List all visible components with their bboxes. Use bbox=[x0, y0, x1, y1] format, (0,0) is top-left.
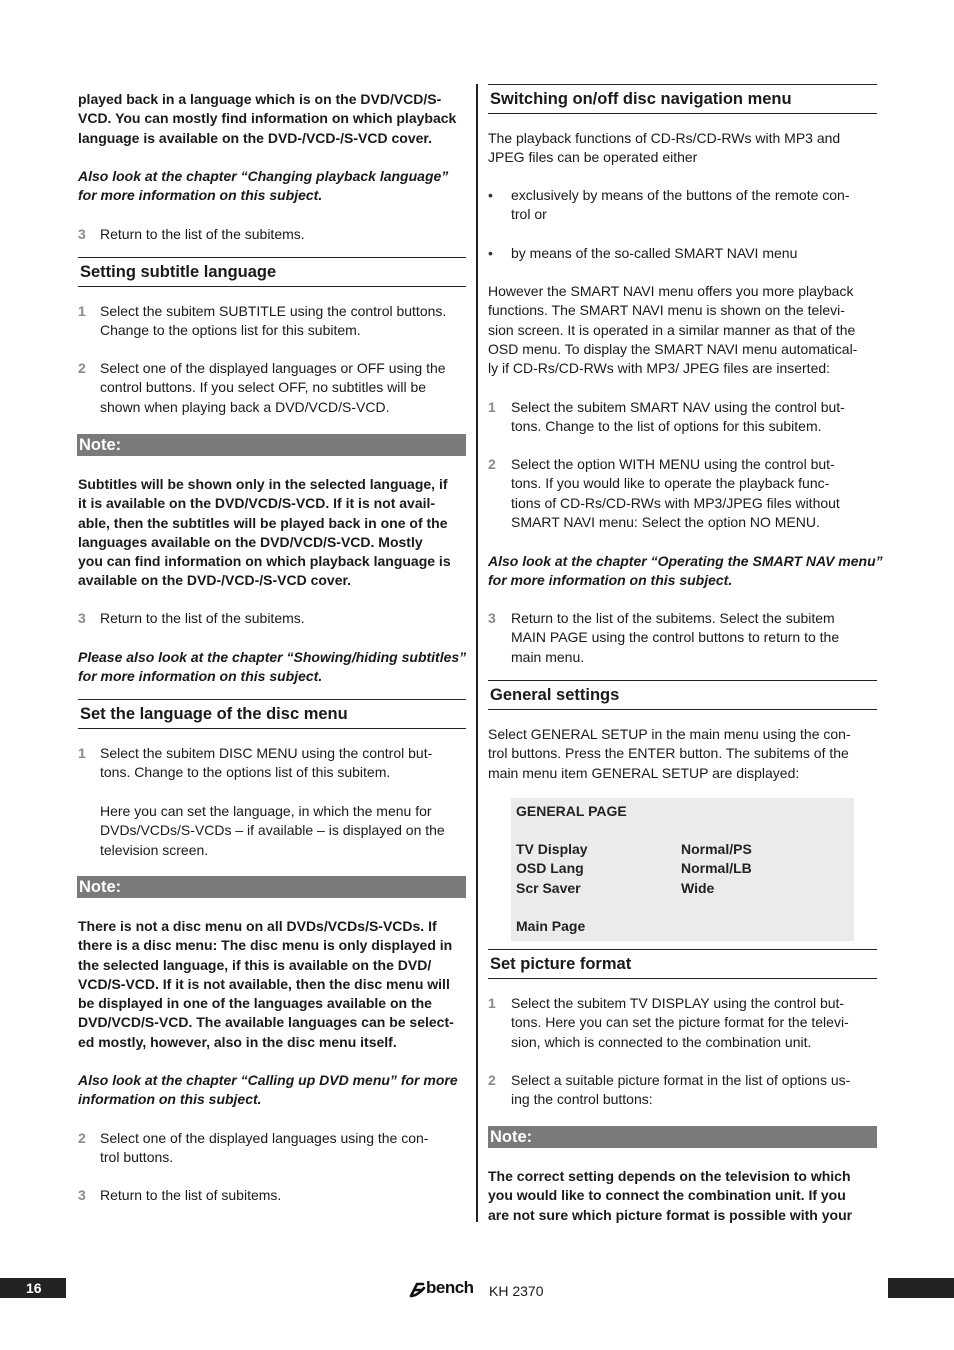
step-number: 2 bbox=[78, 360, 86, 376]
bullet-text: by means of the so-called SMART NAVI menu bbox=[511, 245, 798, 261]
model-number: KH 2370 bbox=[489, 1283, 544, 1299]
step-text: Select the subitem DISC MENU using the control but- tons. Change to the options list of this subitem. bbox=[100, 745, 433, 781]
bullet-text: exclusively by means of the buttons of the remote con- trol or bbox=[511, 187, 850, 223]
note-text: Subtitles will be shown only in the selected language, if it is available on the DVD/VCD/S-VCD. If it is not avail- able, then the subtitles will be played back in one of the languages available on the DVD/VCD/S-VCD. Mostly you can find information on which playback language is available on the DVD-/VCD-/S-VCD cover. bbox=[78, 476, 451, 589]
step-number: 1 bbox=[78, 303, 86, 319]
osd-row-value: Normal/LB bbox=[681, 860, 752, 876]
chapter-reference: Also look at the chapter “Operating the SMART NAV menu” for more information on this subject. bbox=[488, 553, 883, 589]
section-heading-disc-menu: Set the language of the disc menu bbox=[78, 699, 466, 729]
osd-menu-panel bbox=[511, 798, 854, 941]
step-number: 2 bbox=[78, 1130, 86, 1146]
step-text: Select the option WITH MENU using the control but- tons. If you would like to operate the playback func- tions of CD-Rs/CD-RWs with MP3/JPEG files without SMART NAVI menu: Select the option NO MENU. bbox=[511, 456, 840, 530]
step-text: Select the subitem SUBTITLE using the control buttons. Change to the options list for this subitem. bbox=[100, 303, 447, 339]
step-text: Select the subitem SMART NAV using the control but- tons. Change to the list of options for this subitem. bbox=[511, 399, 845, 435]
osd-main-page: Main Page bbox=[516, 918, 586, 934]
step-text: Return to the list of the subitems. bbox=[100, 610, 305, 626]
osd-row-value: Wide bbox=[681, 880, 715, 896]
step-number: 3 bbox=[78, 226, 86, 242]
page-number-bar bbox=[0, 1278, 66, 1298]
step-text: Return to the list of subitems. bbox=[100, 1187, 282, 1203]
intro-paragraph: played back in a language which is on the DVD/VCD/S- VCD. You can mostly find information on which playback language is available on the DVD-/VCD-/S-VCD cover. bbox=[78, 91, 457, 146]
step-text: Select the subitem TV DISPLAY using the control but- tons. Here you can set the picture format for the televi- sion, which is connected to the combination unit. bbox=[511, 995, 849, 1050]
step-number: 3 bbox=[78, 1187, 86, 1203]
note-text: The correct setting depends on the television to which you would like to connect the combination unit. If you are not sure which picture format is possible with your bbox=[488, 1168, 853, 1223]
step-number: 1 bbox=[488, 995, 496, 1011]
step-detail: Here you can set the language, in which the menu for DVDs/VCDs/S-VCDs – if available – is displayed on the television screen. bbox=[100, 803, 445, 858]
section-heading-picture: Set picture format bbox=[488, 949, 877, 979]
osd-title: GENERAL PAGE bbox=[516, 803, 627, 819]
chapter-reference: Also look at the chapter “Calling up DVD menu” for more information on this subject. bbox=[78, 1072, 458, 1108]
step-number: 1 bbox=[78, 745, 86, 761]
brand-logo-icon bbox=[409, 1282, 426, 1298]
note-header: Note: bbox=[77, 434, 466, 456]
chapter-reference: Please also look at the chapter “Showing/hiding subtitles” for more information on this subject. bbox=[78, 649, 467, 685]
bullet-icon: • bbox=[488, 245, 493, 261]
section-heading-subtitle: Setting subtitle language bbox=[78, 257, 466, 287]
bullet-icon: • bbox=[488, 187, 493, 203]
osd-row-label: Scr Saver bbox=[516, 880, 581, 896]
section-heading-general: General settings bbox=[488, 680, 877, 710]
column-divider bbox=[476, 84, 478, 1222]
osd-row-value: Normal/PS bbox=[681, 841, 752, 857]
brand-name: bench bbox=[426, 1278, 474, 1297]
note-header: Note: bbox=[77, 876, 466, 898]
osd-row-label: OSD Lang bbox=[516, 860, 584, 876]
paragraph: The playback functions of CD-Rs/CD-RWs with MP3 and JPEG files can be operated either bbox=[488, 130, 841, 166]
osd-row-label: TV Display bbox=[516, 841, 588, 857]
step-text: Return to the list of the subitems. Select the subitem MAIN PAGE using the control buttons to return to the main menu. bbox=[511, 610, 840, 665]
step-number: 2 bbox=[488, 456, 496, 472]
paragraph: Select GENERAL SETUP in the main menu using the con- trol buttons. Press the ENTER button. The subitems of the main menu item GENERAL SETUP are displayed: bbox=[488, 726, 851, 781]
step-number: 3 bbox=[78, 610, 86, 626]
step-text: Select one of the displayed languages or OFF using the control buttons. If you select OFF, no subtitles will be shown when playing back a DVD/VCD/S-VCD. bbox=[100, 360, 446, 415]
step-number: 2 bbox=[488, 1072, 496, 1088]
paragraph: However the SMART NAVI menu offers you more playback functions. The SMART NAVI menu is shown on the televi- sion screen. It is operated in a similar manner as that of the OSD menu. To display the SMART NAVI menu automatical- ly if CD-Rs/CD-RWs with MP3/ JPEG files are inserted: bbox=[488, 283, 858, 377]
note-header: Note: bbox=[488, 1126, 877, 1148]
section-heading-navigation: Switching on/off disc navigation menu bbox=[488, 84, 877, 114]
step-text: Select one of the displayed languages using the con- trol buttons. bbox=[100, 1130, 429, 1166]
note-text: There is not a disc menu on all DVDs/VCDs/S-VCDs. If there is a disc menu: The disc menu is only displayed in the selected language, if this is available on the DVD/ VCD/S-VCD. If it is not available, then the disc menu will be displayed in one of the languages available on the DVD/VCD/S-VCD. The available languages can be select- ed mostly, however, also in the disc menu itself. bbox=[78, 918, 454, 1050]
step-text: Return to the list of the subitems. bbox=[100, 226, 305, 242]
chapter-reference: Also look at the chapter “Changing playback language” for more information on this subject. bbox=[78, 168, 449, 204]
page-number: 16 bbox=[26, 1280, 42, 1296]
step-text: Select a suitable picture format in the list of options us- ing the control buttons: bbox=[511, 1072, 851, 1108]
footer-right-bar bbox=[888, 1278, 954, 1298]
step-number: 3 bbox=[488, 610, 496, 626]
step-number: 1 bbox=[488, 399, 496, 415]
